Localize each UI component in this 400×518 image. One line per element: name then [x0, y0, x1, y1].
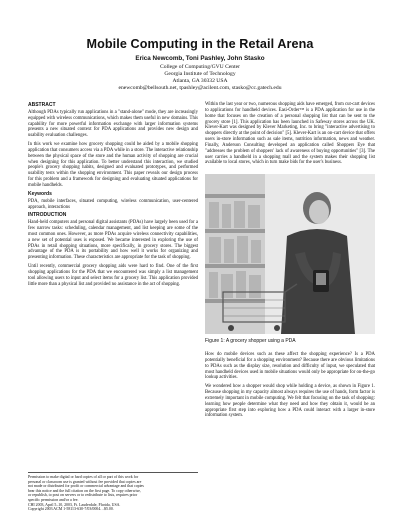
figure-shopper-photo [205, 174, 375, 334]
abstract-paragraph: In this work we examine how grocery shopping could be aided by a mobile shopping application that consumers access via a PDA while in a store. The interactive relationship between the physical space of the store and the human activity of shopping are crucial when designing for this application. To better understand this interaction, we studied people's grocery shopping habits, designed and evaluated prototypes, and performed usability tests within the shopping environment. This paper reveals our design process for this problem and a framework for designing and evaluating situated applications for mobile handhelds. [28, 142, 198, 188]
keywords-text: PDA, mobile interfaces, situated computing, wireless communication, user-centered approach, interactions [28, 198, 198, 210]
permission-line: bear this notice and the full citation on the first page. To copy otherwise, [28, 488, 141, 493]
introduction-paragraph: Hand-held computers and personal digital assistants (PDAs) have largely been used for a few narrow tasks: scheduling, calendar management, and list keeping are some of the most common ones. However, as more PDAs acquire wireless connectivity capabilities, a new set of potential uses is exposed. We became interested in exploring the use of PDAs in retail shopping situations, more specifically, in grocery stores. The biggest advantage of the PDA is its portability and how well it works for organizing and presenting information. These characteristics are appropriate for the task of shopping. [28, 220, 198, 261]
paper-title: Mobile Computing in the Retail Arena [86, 37, 314, 51]
body-paragraph: We wondered how a shopper would shop while holding a device, as shown in Figure 1. Because shopping in my capacity almost always requires the use of hands, form factor is extremely important in mobile computing. We felt that focusing on the task of shopping: learning how people determine what they need and how they obtain it, would be an appropriate first step into exploring how a PDA could interact with a larger in-store information system. [205, 384, 375, 419]
conference-line: CHI 2003, April 5–10, 2003, Ft. Lauderdale, Florida, USA. [28, 502, 121, 507]
affiliation-line: Atlanta, GA 30332 USA [172, 78, 228, 84]
right-column-top [205, 102, 375, 169]
permission-line: not made or distributed for profit or commercial advantage and that copies [28, 484, 144, 489]
introduction-heading: INTRODUCTION [28, 212, 67, 219]
permission-line: or republish, to post on servers or to redistribute to lists, requires prior [28, 493, 138, 498]
permission-line: personal or classroom use is granted without fee provided that copies are [28, 479, 142, 484]
affiliation-line: College of Computing/GVU Center [159, 64, 240, 70]
figure-caption: Figure 1: A grocery shopper using a PDA [205, 338, 296, 344]
left-column [28, 102, 198, 290]
keywords-heading: Keywords [28, 190, 52, 197]
right-column-bottom [205, 352, 375, 422]
shopper-illustration [205, 174, 375, 334]
author-emails: enewcomb@bellsouth.net, tpashley@acilent.com, stasko@cc.gatech.edu [118, 85, 282, 91]
affiliation-line: Georgia Institute of Technology [164, 71, 236, 77]
permission-line: Permission to make digital or hard copies of all or part of this work for [28, 475, 139, 479]
author-list: Erica Newcomb, Toni Pashley, John Stasko [135, 55, 265, 62]
permission-notice [28, 472, 198, 512]
copyright-line: Copyright 2003 ACM 1-58113-630-7/03/0004…$5.00. [28, 507, 114, 512]
permission-line: specific permission and/or a fee. [28, 497, 79, 502]
abstract-paragraph: Although PDAs typically run applications in a "stand-alone" mode, they are increasingly equipped with wireless communications, which makes them useful in new domains. This capability for more powerful information exchange with larger information systems presents a new situated context for PDA applications and provides new design and usability evaluation challenges. [28, 109, 198, 139]
body-paragraph: Within the last year or two, numerous shopping aids have emerged, from cut-cart devices to applications for handheld devices. Easi-Order™ is a PDA application for use in the home that focuses on the creation of a personal shopping list that can be sent to the grocery store [1]. This application has been launched in Safeway stores across the UK. Klever-Kart was designed by Klever Marketing, Inc. to bring "interactive advertising to shoppers directly at the point of decision" [5]. Klever-Kart is an on-cart device that offers users in-store information such as sale items, nutrition information, news and weather. Finally, Anderson Consulting developed an application called Shoppers Eye that "addresses the problem of shoppers' lack of awareness of buying opportunities" [3]. The user carries a handheld in a shopping mall and the system makes their shopping list available to local stores, which in turn make bids for the user's business. [205, 102, 375, 166]
introduction-paragraph: Until recently, commercial grocery shopping aids were hard to find. One of the first shopping applications for the PDA that we encountered was simply a list management tool allowing users to input and select items for a grocery list. This application provided little more than a physical list and provided no assistance in the act of shopping. [28, 264, 198, 287]
abstract-heading: ABSTRACT [28, 102, 56, 108]
body-paragraph: How do mobile devices such as these affect the shopping experience? Is a PDA potentially beneficial for a shopping environment? Because there are obvious limitations to PDAs such as the display size, resolution and difficulty of input, we speculated that most handheld devices used in mobile situations would only be appropriate for on-the-go lookup activities. [205, 352, 375, 381]
